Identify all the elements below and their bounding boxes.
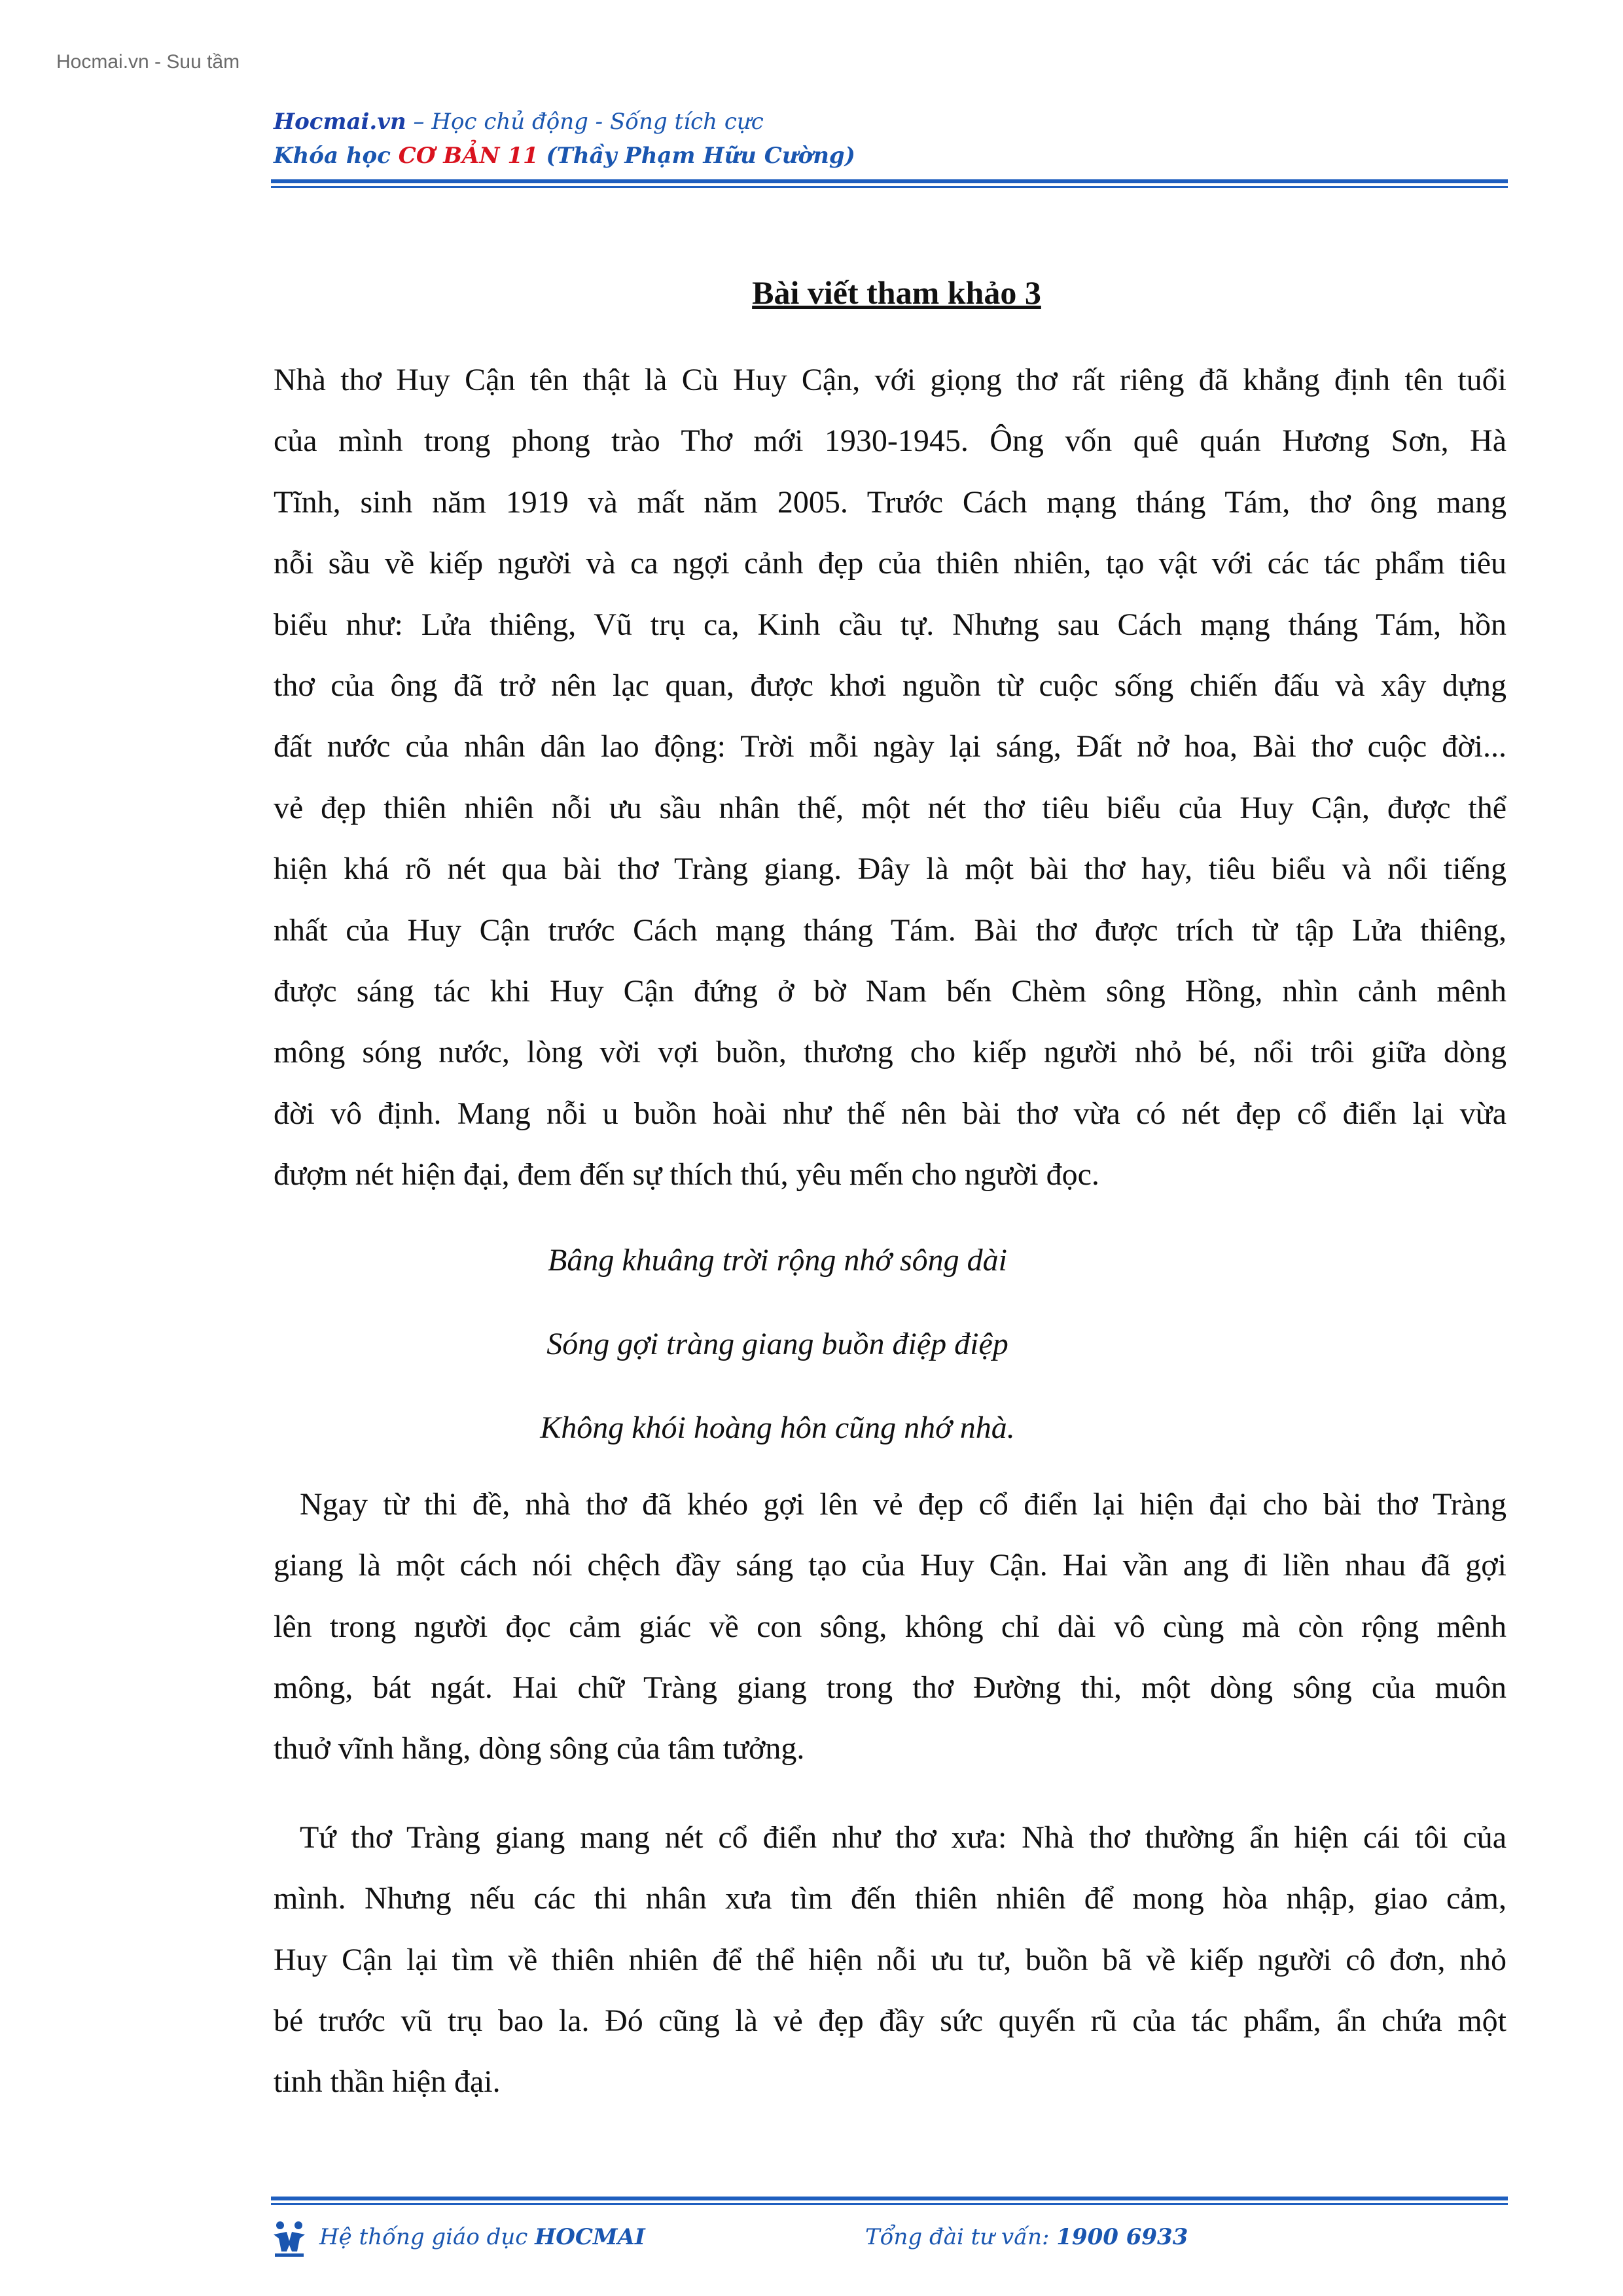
watermark-text: Hocmai.vn - Suu tầm (56, 51, 240, 73)
paragraph-gap (274, 1780, 1507, 1807)
header-divider (271, 179, 1508, 183)
paragraph-line: Huy Cận lại tìm về thiên nhiên để thể hiện nỗi ưu tư, buồn bã về kiếp người cô đơn, nhỏ (274, 1942, 1507, 1977)
header-line-1 (274, 105, 1517, 139)
page-header (274, 105, 1517, 173)
document-body (274, 350, 1507, 2113)
paragraph-line: nhất của Huy Cận trước Cách mạng tháng Tám. Bài thơ được trích từ tập Lửa thiêng, (274, 912, 1507, 948)
paragraph-line: mông sóng nước, lòng vời vợi buồn, thương cho kiếp người nhỏ bé, nổi trôi giữa dòng (274, 1035, 1507, 1070)
paragraph-line: lên trong người đọc cảm giác về con sông, không chỉ dài vô cùng mà còn rộng mênh (274, 1609, 1507, 1644)
tagline: – Học chủ động - Sống tích cực (406, 109, 764, 135)
poem-line: Bâng khuâng trời rộng nhớ sông dài (548, 1242, 1007, 1278)
header-divider-thin (271, 186, 1508, 188)
paragraph-line: hiện khá rõ nét qua bài thơ Tràng giang. Đây là một bài thơ hay, tiêu biểu và nổi tiếng (274, 852, 1507, 887)
page-title: Bài viết tham khảo 3 (752, 274, 1041, 311)
paragraph-line: Nhà thơ Huy Cận tên thật là Cù Huy Cận, với giọng thơ rất riêng đã khẳng định tên tuổi (274, 363, 1507, 397)
header-line-2 (274, 139, 1517, 173)
paragraph-line: biểu như: Lửa thiêng, Vũ trụ ca, Kinh cầu tự. Nhưng sau Cách mạng tháng Tám, hồn (274, 607, 1507, 642)
paragraph-line: mông, bát ngát. Hai chữ Tràng giang trong thơ Đường thi, một dòng sông của muôn (274, 1670, 1507, 1705)
paragraph-line: đất nước của nhân dân lao động: Trời mỗi ngày lại sáng, Đất nở hoa, Bài thơ cuộc đời... (274, 729, 1507, 764)
paragraph-line: bé trước vũ trụ bao la. Đó cũng là vẻ đẹp đầy sức quyến rũ của tác phẩm, ẩn chứa một (274, 2003, 1507, 2038)
course-prefix: Khóa học (274, 143, 399, 169)
paragraph-line: của mình trong phong trào Thơ mới 1930-1945. Ông vốn quê quán Hương Sơn, Hà (274, 423, 1507, 459)
poem-excerpt (274, 1219, 1507, 1470)
paragraph-line: mình. Nhưng nếu các thi nhân xưa tìm đến thiên nhiên để mong hòa nhập, giao cảm, (274, 1881, 1507, 1916)
paragraph-line: được sáng tác khi Huy Cận đứng ở bờ Nam bến Chèm sông Hồng, nhìn cảnh mênh (274, 974, 1507, 1009)
footer-divider (271, 2197, 1508, 2200)
paragraph-line: giang là một cách nói chệch đầy sáng tạo của Huy Cận. Hai vần ang đi liền nhau đã gợi (274, 1548, 1507, 1583)
poem-line: Không khói hoàng hôn cũng nhớ nhà. (540, 1410, 1015, 1445)
footer-hotline-number[interactable]: 1900 6933 (1056, 2224, 1188, 2250)
course-name: CƠ BẢN 11 (398, 143, 539, 169)
paragraph-line: thơ của ông đã trở nên lạc quan, được khơi nguồn từ cuộc sống chiến đấu và xây dựng (274, 668, 1507, 704)
footer-brand: HOCMAI (535, 2224, 645, 2250)
paragraph-line: thuở vĩnh hằng, dòng sông của tâm tưởng. (274, 1731, 805, 1767)
paragraph-intro (274, 350, 1507, 1206)
paragraph-line: đời vô định. Mang nỗi u buồn hoài như thế nên bài thơ vừa có nét đẹp cổ điển lại vừa (274, 1096, 1507, 1131)
paragraph-line: Ngay từ thi đề, nhà thơ đã khéo gợi lên vẻ đẹp cổ điển lại hiện đại cho bài thơ Tràng (300, 1486, 1507, 1522)
course-teacher: (Thầy Phạm Hữu Cường) (538, 143, 855, 169)
footer-hotline (865, 2224, 1188, 2250)
footer-system-prefix: Hệ thống giáo dục (319, 2224, 535, 2250)
hocmai-logo-icon (271, 2219, 308, 2258)
footer-system-label (319, 2224, 645, 2250)
paragraph-line: nỗi sầu về kiếp người và ca ngợi cảnh đẹp của thiên nhiên, tạo vật với các tác phẩm tiêu (274, 546, 1507, 581)
footer-divider-thin (271, 2203, 1508, 2205)
paragraph-line: Tứ thơ Tràng giang mang nét cổ điển như thơ xưa: Nhà thơ thường ẩn hiện cái tôi của (300, 1820, 1507, 1855)
paragraph-line: tinh thần hiện đại. (274, 2064, 501, 2100)
footer-hotline-prefix: Tổng đài tư vấn: (865, 2224, 1057, 2250)
paragraph-line: vẻ đẹp thiên nhiên nỗi ưu sầu nhân thế, một nét thơ tiêu biểu của Huy Cận, được thể (274, 790, 1507, 825)
poem-line: Sóng gợi tràng giang buồn điệp điệp (546, 1326, 1008, 1361)
paragraph-theme-analysis (274, 1807, 1507, 2113)
paragraph-title-analysis (274, 1474, 1507, 1780)
brand-link[interactable]: Hocmai.vn (274, 109, 406, 135)
paragraph-line: Tĩnh, sinh năm 1919 và mất năm 2005. Trước Cách mạng tháng Tám, thơ ông mang (274, 484, 1507, 520)
paragraph-line: đượm nét hiện đại, đem đến sự thích thú, yêu mến cho người đọc. (274, 1157, 1099, 1193)
